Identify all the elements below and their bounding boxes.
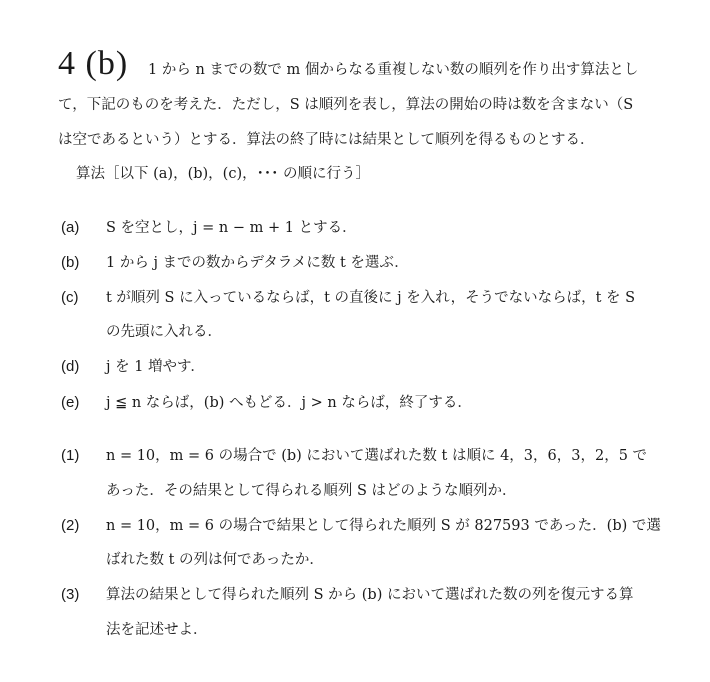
step-b-text: 1 から j までの数からデタラメに数 t を選ぶ．	[106, 255, 409, 271]
intro-line-1: 1 から n までの数で m 個からなる重複しない数の順列を作り出す算法とし	[148, 62, 639, 78]
step-label-d: (d)	[61, 358, 80, 375]
problem-number: 4 (b)	[58, 45, 129, 82]
intro-line-3: は空であるという）とする．算法の終了時には結果として順列を得るものとする．	[58, 132, 595, 148]
question-2-text-2: ばれた数 t の列は何であったか．	[106, 552, 324, 568]
step-label-b: (b)	[61, 254, 80, 271]
question-label-3: (3)	[61, 586, 80, 603]
question-2-text-1: n = 10，m = 6 の場合で結果として得られた順列 S が 827593 であった．(b) で選	[106, 518, 661, 534]
intro-line-2: て，下記のものを考えた．ただし，S は順列を表し，算法の開始の時は数を含まない（S	[58, 97, 634, 113]
step-e-text: j ≦ n ならば，(b) へもどる．j > n ならば，終了する．	[106, 395, 472, 411]
question-1-text-1: n = 10，m = 6 の場合で (b) において選ばれた数 t は順に 4，3，6，3，2，5 で	[106, 448, 648, 464]
step-label-a: (a)	[61, 219, 80, 236]
question-3-text-1: 算法の結果として得られた順列 S から (b) において選ばれた数の列を復元する算	[106, 587, 634, 603]
step-a-text: S を空とし，j = n − m + 1 とする．	[106, 220, 357, 236]
step-c-text-2: の先頭に入れる．	[106, 324, 222, 340]
step-c-text-1: t が順列 S に入っているならば，t の直後に j を入れ，そうでないならば，t を S	[106, 290, 636, 306]
question-1-text-2: あった．その結果として得られる順列 S はどのような順列か．	[106, 483, 517, 499]
question-3-text-2: 法を記述せよ．	[106, 622, 208, 638]
question-label-1: (1)	[61, 447, 80, 464]
step-label-e: (e)	[61, 394, 80, 411]
algorithm-header: 算法［以下 (a)，(b)，(c)，･･･ の順に行う］	[76, 166, 370, 182]
question-label-2: (2)	[61, 517, 80, 534]
step-label-c: (c)	[61, 289, 79, 306]
step-d-text: j を 1 増やす．	[106, 359, 205, 375]
